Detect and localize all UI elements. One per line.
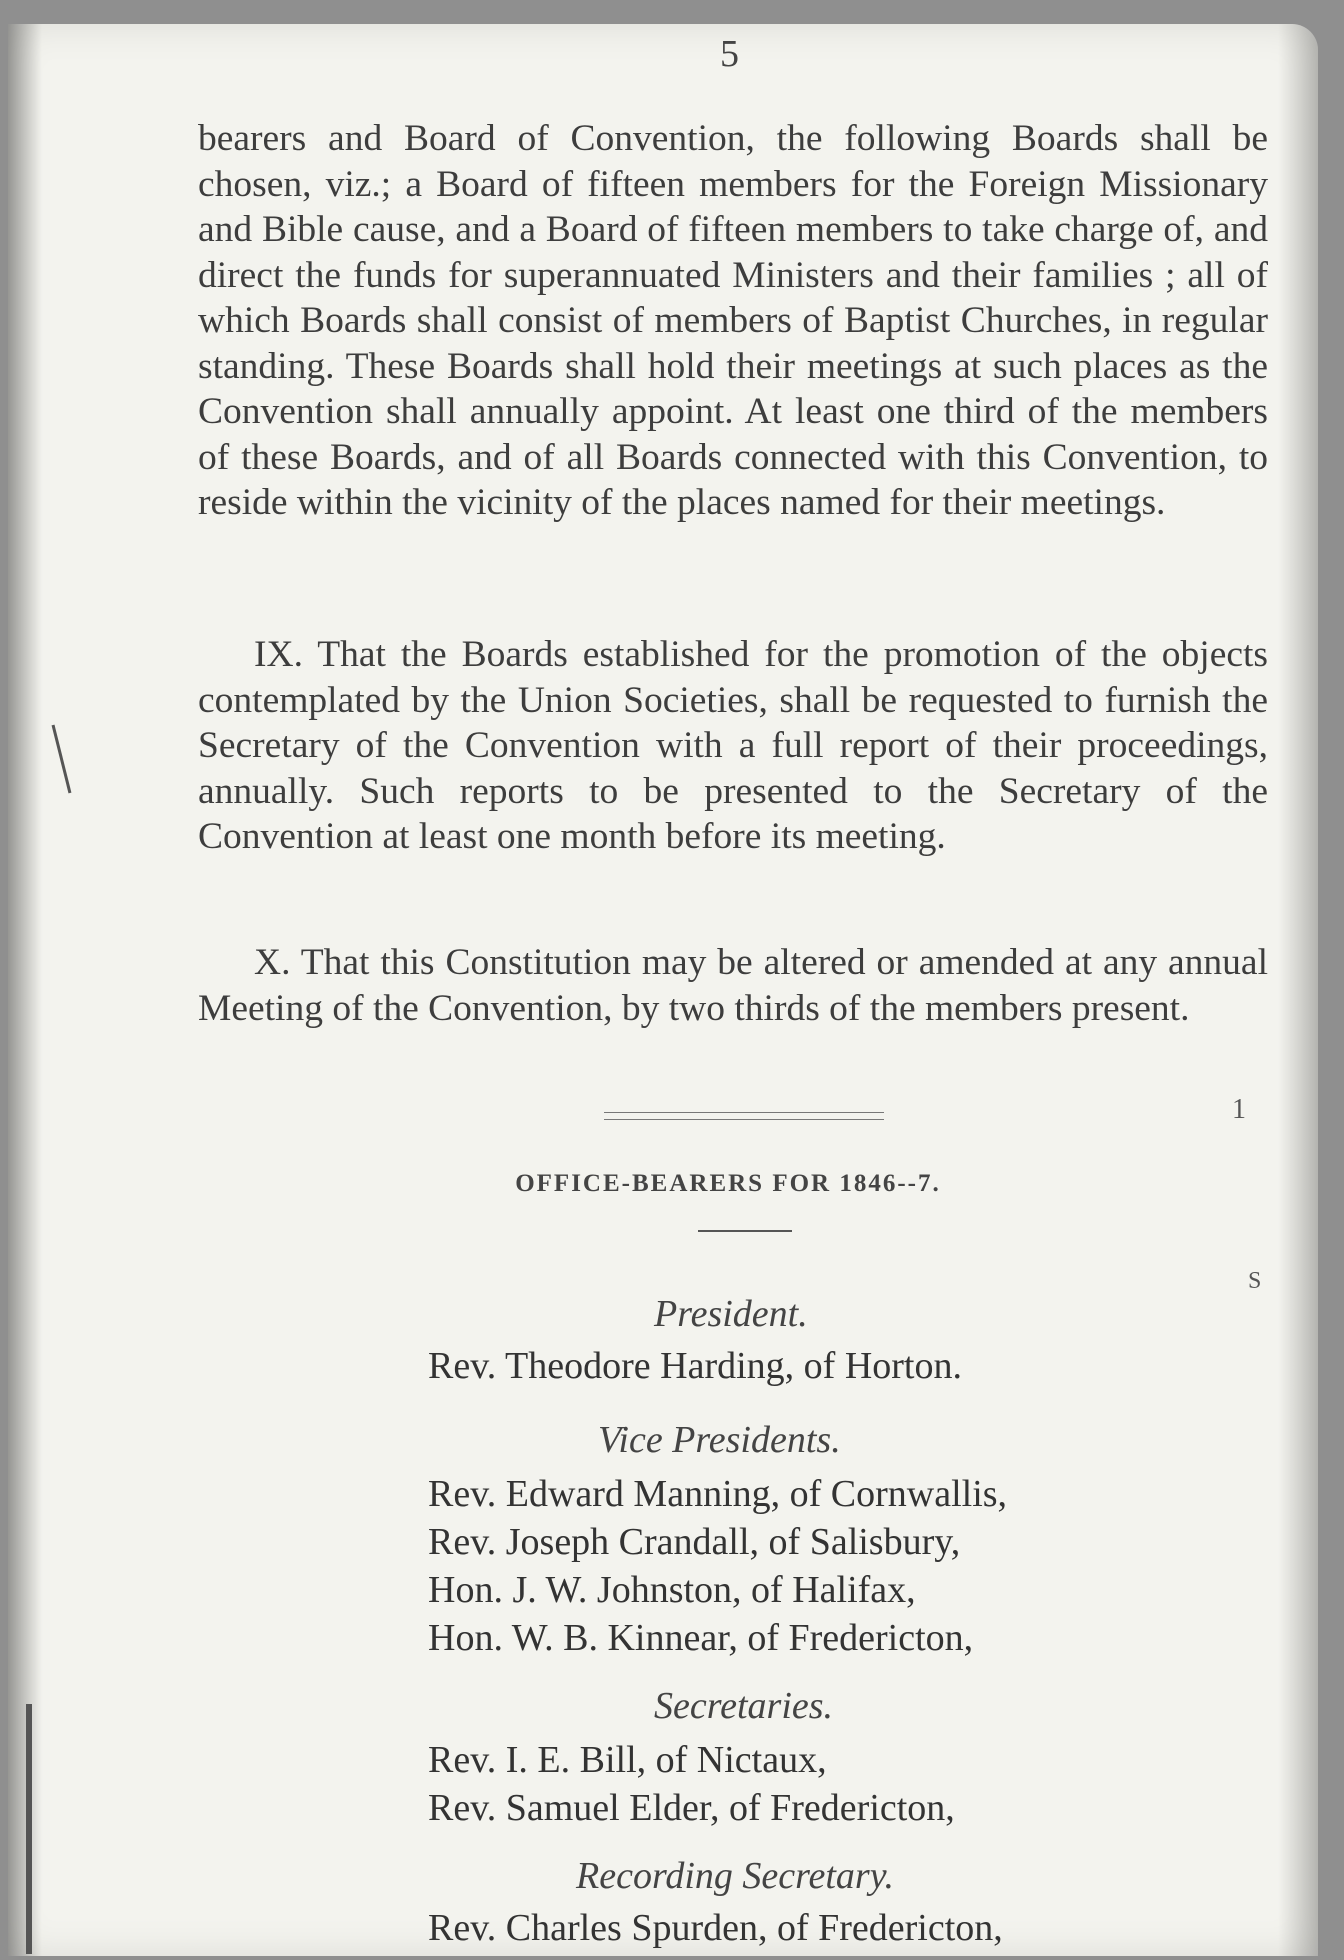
margin-mark: 1 — [1232, 1094, 1246, 1125]
binding-shadow — [8, 24, 42, 1956]
page-edge-mark — [26, 1704, 32, 1954]
secretary-name: Rev. I. E. Bill, of Nictaux, — [428, 1739, 827, 1781]
recording-secretary-title: Recording Secretary. — [576, 1855, 894, 1897]
paragraph-viii-continued: bearers and Board of Convention, the following Boards shall be chosen, viz.; a Board of fifteen members for the Foreign Missionary and Bible cause, and a Board of fifteen members to take charge of, and direct the funds for superannuated Ministers and their families ; all of which Boards shall consist of members of Baptist Churches, in regular standing. These Boards shall hold their meetings at such places as the Convention shall annually appoint. At least one third of the members of these Boards, and of all Boards connected with this Convention, to reside within the vicinity of the places named for their meetings. — [198, 118, 1268, 523]
president-title: President. — [654, 1293, 808, 1335]
page-number: 5 — [720, 33, 739, 75]
secretary-name: Rev. Samuel Elder, of Fredericton, — [428, 1787, 955, 1829]
paragraph-ix: IX. That the Boards established for the promotion of the objects contemplated by the Union Societies, shall be requested to furnish the Secretary of the Convention with a full report of their proceedings, annually. Such reports to be presented to the Secretary of the Convention at least one month before its meeting. — [198, 634, 1268, 857]
office-bearers-heading: OFFICE-BEARERS FOR 1846--7. — [515, 1170, 941, 1197]
page-edge-mark — [52, 725, 72, 794]
vice-president-name: Hon. W. B. Kinnear, of Fredericton, — [428, 1617, 974, 1659]
president-name: Rev. Theodore Harding, of Horton. — [428, 1345, 962, 1387]
vice-presidents-title: Vice Presidents. — [598, 1419, 841, 1461]
margin-mark: S — [1248, 1268, 1262, 1294]
section-divider — [604, 1112, 884, 1120]
document-page — [8, 24, 1318, 1956]
recording-secretary-name: Rev. Charles Spurden, of Fredericton, — [428, 1907, 1003, 1949]
heading-underline — [698, 1230, 792, 1232]
vice-president-name: Rev. Joseph Crandall, of Salisbury, — [428, 1521, 961, 1563]
vice-president-name: Rev. Edward Manning, of Cornwallis, — [428, 1473, 1008, 1515]
secretaries-title: Secretaries. — [654, 1685, 834, 1727]
paragraph-x: X. That this Constitution may be altered or amended at any annual Meeting of the Convention, by two thirds of the members present. — [198, 942, 1268, 1029]
edge-shadow — [1278, 24, 1318, 1956]
vice-president-name: Hon. J. W. Johnston, of Halifax, — [428, 1569, 916, 1611]
